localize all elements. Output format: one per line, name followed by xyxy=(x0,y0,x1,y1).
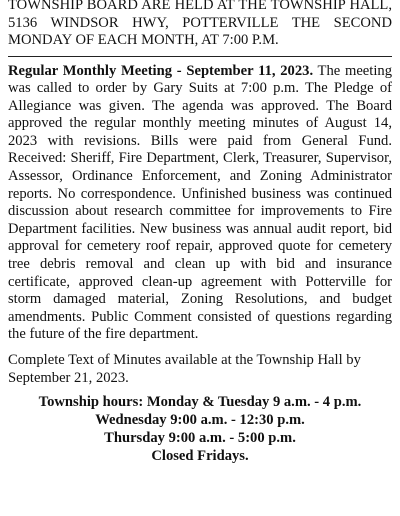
township-hours xyxy=(8,394,392,465)
meeting-title: Regular Monthly Meeting - September 11, 2023. xyxy=(8,62,314,79)
hours-line-monday-tuesday: Township hours: Monday & Tuesday 9 a.m. - 4 p.m. xyxy=(38,394,362,411)
meeting-summary xyxy=(8,63,392,345)
section-divider xyxy=(8,56,392,57)
meeting-schedule-header: TOWNSHIP BOARD ARE HELD AT THE TOWNSHIP HALL, 5136 WINDSOR HWY, POTTERVILLE THE SECOND MONDAY OF EACH MONTH, AT 7:00 P.M. xyxy=(8,0,392,48)
notice-page xyxy=(8,0,392,465)
minutes-availability-note: Complete Text of Minutes available at the Township Hall by September 21, 2023. xyxy=(8,352,361,386)
meeting-body: The meeting was called to order by Gary Suits at 7:00 p.m. The Pledge of Allegiance was given. The agenda was approved. The Board approved the regular monthly meeting minutes of August 14, 2023 with revisions. Bills were paid from General Fund. Received: Sheriff, Fire Department, Clerk, Treasurer, Supervisor, Assessor, Ordinance Enforcement, and Zoning Administrator reports. No correspondence. Unfinished business was continued discussion about research committee for improvements to Fire Department facilities. New business was annual audit report, bid approval for cemetery roof repair, approved quote for cemetery tree debris removal and clean up with bid and insurance certificate, approved clean-up agreement with Potterville for storm damaged material, Zoning Resolutions, and budget amendments. Public Comment consisted of questions regarding the future of the fire department. xyxy=(8,62,392,343)
hours-line-thursday: Thursday 9:00 a.m. - 5:00 p.m. xyxy=(104,429,296,446)
hours-line-friday: Closed Fridays. xyxy=(151,447,249,464)
hours-line-wednesday: Wednesday 9:00 a.m. - 12:30 p.m. xyxy=(95,411,305,428)
